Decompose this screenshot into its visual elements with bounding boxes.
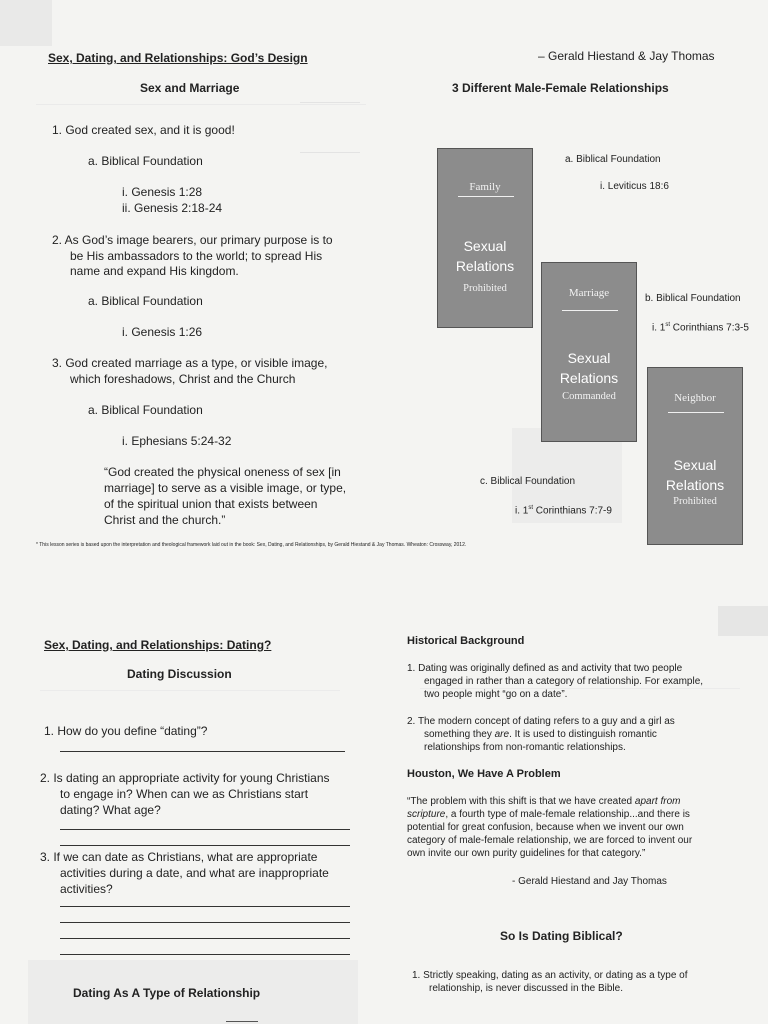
answer-line [60,922,350,923]
answer-line [60,906,350,907]
neighbor-status: Prohibited [673,496,717,507]
hist-1-line: 1. Dating was originally defined as and activity that two people [407,663,683,674]
answer-line [60,751,345,752]
marriage-big-line: Relations [559,370,619,386]
family-divider [458,196,514,197]
historical-heading: Historical Background [407,635,525,647]
problem-quote-emphasis: scripture [407,809,446,820]
ref-b-i-text: Corinthians 7:3-5 [670,322,749,334]
question-2-line: dating? What age? [60,803,161,817]
family-big-line: Sexual [463,238,507,254]
scan-smudge [718,606,768,636]
marriage-big-line: Sexual [567,350,611,366]
question-2-line: 2. Is dating an appropriate activity for young Christians [40,771,330,785]
question-3-line: activities during a date, and what are inappropriate [60,866,329,880]
item-1a-ii: ii. Genesis 2:18-24 [122,201,223,215]
relationships-heading: 3 Different Male-Female Relationships [452,81,669,95]
item-1: 1. God created sex, and it is good! [52,123,235,137]
hist-2-line [424,728,657,741]
item-2a-i: i. Genesis 1:26 [122,325,203,339]
problem-quote-line: own invite our own purity guidelines for that category.” [407,848,646,859]
dating-type-heading: Dating As A Type of Relationship [73,986,261,1000]
item-3a: a. Biblical Foundation [88,403,203,417]
neighbor-box [647,367,743,545]
neighbor-big-line: Sexual [673,457,717,473]
hist-1-line: engaged in rather than a category of relationship. For example, [424,676,704,687]
problem-quote-line [407,795,680,808]
bleed-line [40,690,340,691]
page-edge-line [226,1021,258,1022]
item-1a-i: i. Genesis 1:28 [122,185,203,199]
question-1: 1. How do you define “dating”? [44,724,208,738]
quote-line: “God created the physical oneness of sex [in [104,465,341,479]
item-2-line: be His ambassadors to the world; to spread His [70,249,323,263]
family-box [437,148,533,328]
bleed-line [300,102,360,103]
marriage-label: Marriage [568,287,610,299]
quote-line: Christ and the church.” [104,513,226,527]
problem-quote-attribution: - Gerald Hiestand and Jay Thomas [512,876,667,887]
ref-a-i: i. Leviticus 18:6 [600,181,669,192]
problem-quote-text: , a fourth type of male-female relationship...and there is [445,809,690,820]
item-3-line: 3. God created marriage as a type, or visible image, [52,356,328,370]
ref-b-i-sup: st [665,322,671,328]
answer-line [60,829,350,830]
neighbor-big-line: Relations [665,477,725,493]
ref-c-i [515,502,612,517]
item-3-line: which foreshadows, Christ and the Church [70,372,296,386]
problem-quote-line: potential for great confusion, because when we invent our own [407,822,684,833]
top-title: Sex, Dating, and Relationships: God’s Design [48,51,308,65]
question-2-line: to engage in? When can we as Christians start [60,787,309,801]
hist-1-line: two people might “go on a date”. [424,689,568,700]
biblical-1-line: relationship, is never discussed in the Bible. [429,983,623,994]
ref-b-i [652,319,749,334]
marriage-box [541,262,637,442]
item-2-line: 2. As God’s image bearers, our primary purpose is to [52,233,333,247]
item-2a: a. Biblical Foundation [88,294,203,308]
footnote: * This lesson series is based upon the interpretation and theological framework laid out in the book: Sex, Dating, and Relationships, by Gerald Hiestand & Jay Thomas. Wheaton: Crossway, 2012. [36,542,467,548]
item-3a-i: i. Ephesians 5:24-32 [122,434,232,448]
problem-heading: Houston, We Have A Problem [407,768,561,780]
problem-quote-line [407,808,690,821]
hist-2-line: relationships from non-romantic relationships. [424,742,626,753]
family-status: Prohibited [463,283,507,294]
problem-quote-text: “The problem with this shift is that we have created [407,796,635,807]
quote-line: of the spiritual union that exists between [104,497,318,511]
scan-smudge [0,0,52,46]
neighbor-divider [668,412,724,413]
bleed-line [36,104,366,105]
question-3-line: activities? [60,882,113,896]
answer-line [60,954,350,955]
bottom-title: Sex, Dating, and Relationships: Dating? [44,638,272,652]
authors: – Gerald Hiestand & Jay Thomas [538,49,715,63]
ref-b: b. Biblical Foundation [645,293,741,304]
ref-c: c. Biblical Foundation [480,476,576,487]
hist-2-line: 2. The modern concept of dating refers to a guy and a girl as [407,716,675,727]
answer-line [60,845,350,846]
marriage-divider [562,310,618,311]
hist-2-text: something they [424,729,495,740]
biblical-heading: So Is Dating Biblical? [500,929,623,943]
hist-2-emphasis: are [494,729,510,740]
marriage-status: Commanded [562,391,616,402]
item-2-line: name and expand His kingdom. [70,264,239,278]
family-label: Family [469,181,501,193]
answer-line [60,938,350,939]
biblical-1-line: 1. Strictly speaking, dating as an activity, or dating as a type of [412,970,688,981]
bleed-line [300,152,360,153]
hist-2-text: . It is used to distinguish romantic [509,729,657,740]
top-subtitle: Sex and Marriage [140,81,240,95]
item-1a: a. Biblical Foundation [88,154,203,168]
ref-b-i-text: i. 1 [652,322,666,334]
neighbor-label: Neighbor [674,392,716,404]
ref-c-i-text: i. 1 [515,505,529,517]
family-big-line: Relations [455,258,515,274]
ref-c-i-text: Corinthians 7:7-9 [533,505,612,517]
question-3-line: 3. If we can date as Christians, what are appropriate [40,850,318,864]
quote-line: marriage] to serve as a visible image, or type, [104,481,347,495]
bottom-subtitle: Dating Discussion [127,667,232,681]
ref-c-i-sup: st [528,505,534,511]
problem-quote-emphasis: apart from [634,796,681,807]
ref-a: a. Biblical Foundation [565,154,661,165]
problem-quote-line: category of male-female relationship, we are forced to invent our [407,835,693,846]
